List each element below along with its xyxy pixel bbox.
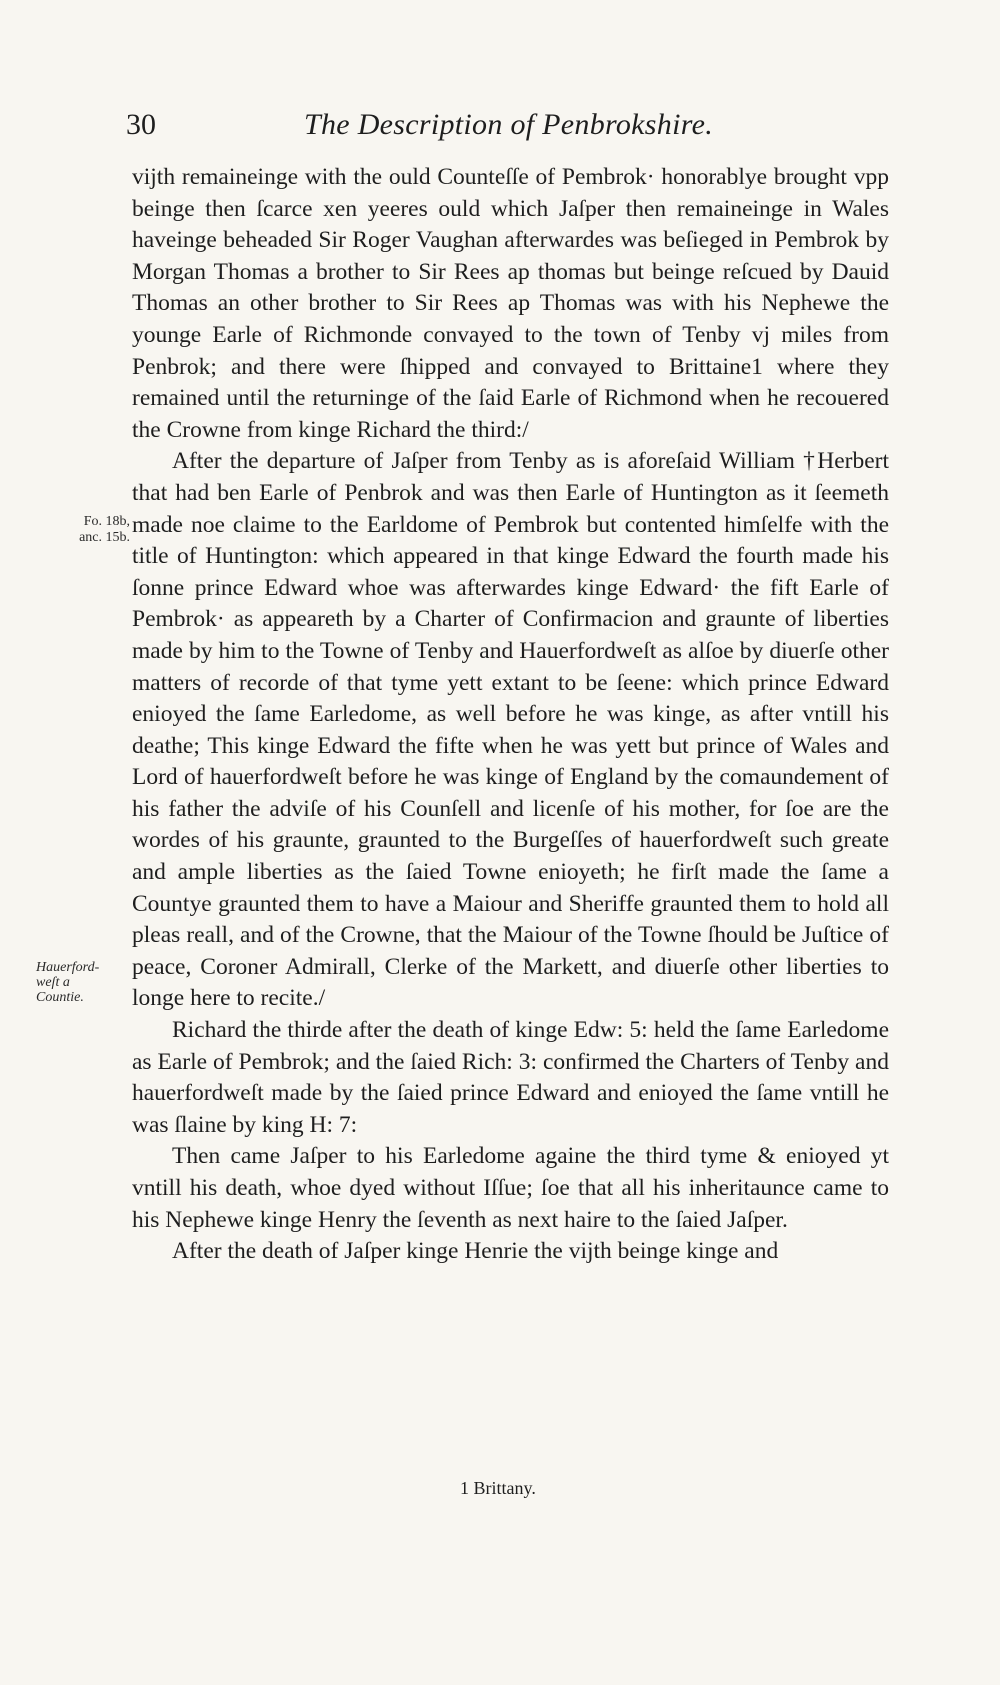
page-header <box>126 108 716 148</box>
margin-note-haverfordwest <box>36 960 128 1005</box>
margin-note-line: Hauerford- <box>36 960 100 975</box>
margin-note-line: Countie. <box>36 990 84 1005</box>
body-text <box>132 162 889 1268</box>
paragraph: After the departure of Jaſper from Tenby as is aforeſaid William †Herbert that had ben Earle of Penbrok and was then Earle of Huntington as it ſeemeth made noe claime to the Earldome of Pembrok but contented himſelfe with the title of Huntington: which appeared in that kinge Edward the fourth made his ſonne prince Edward whoe was afterwardes kinge Edward· the fift Earle of Pembrok· as appeareth by a Charter of Confirmacion and graunte of liberties made by him to the Towne of Tenby and Hauerfordweſt as alſoe by diuerſe other matters of recorde of that tyme yett extant to be ſeene: which prince Edward enioyed the ſame Earledome, as well before he was kinge, as after vntill his deathe; This kinge Edward the fifte when he was yett but prince of Wales and Lord of hauerfordweſt before he was kinge of England by the comaundement of his father the adviſe of his Counſell and licenſe of his mother, for ſoe are the wordes of his graunte, graunted to the Burgeſſes of hauerfordweſt such greate and ample liberties as the ſaied Towne enioyeth; he firſt made the ſame a Countye graunted them to have a Maiour and Sheriffe graunted them to hold all pleas reall, and of the Crowne, that the Maiour of the Towne ſhould be Juſtice of peace, Coroner Admirall, Clerke of the Markett, and diuerſe other liberties to longe here to recite./ <box>132 448 889 1012</box>
paragraph: After the death of Jaſper kinge Henrie the vijth beinge kinge and <box>172 1238 779 1265</box>
running-title: The Description of Penbrokshire. <box>304 108 713 141</box>
footnote: 1 Brittany. <box>460 1478 536 1498</box>
margin-note-folio <box>38 514 130 546</box>
paragraph: Then came Jaſper to his Earledome againe the third tyme & enioyed yt vntill his death, whoe dyed without Iſſue; ſoe that all his inheritaunce came to his Nephewe kinge Henry the ſeventh as next haire to the ſaied Jaſper. <box>132 1143 889 1233</box>
margin-note-line: Fo. 18b, <box>83 514 130 529</box>
margin-note-line: anc. 15b. <box>79 530 130 545</box>
page-number: 30 <box>126 108 156 141</box>
paragraph: vijth remaineinge with the ould Counteſſe of Pembrok· honorablye brought vpp beinge then ſcarce xen yeeres ould which Jaſper then remaineinge in Wales haveinge beheaded Sir Roger Vaughan afterwardes was beſieged in Pembrok by Morgan Thomas a brother to Sir Rees ap thomas but beinge reſcued by Dauid Thomas an other brother to Sir Rees ap Thomas was with his Nephewe the younge Earle of Richmonde convayed to the town of Tenby vj miles from Penbrok; and there were ſhipped and convayed to Brittaine1 where they remained until the returninge of the ſaid Earle of Richmond when he recouered the Crowne from kinge Richard the third:/ <box>132 164 889 443</box>
margin-note-line: weſt a <box>36 975 70 990</box>
paragraph: Richard the thirde after the death of kinge Edw: 5: held the ſame Earledome as Earle of Pembrok; and the ſaied Rich: 3: confirmed the Charters of Tenby and hauerfordweſt made by the ſaied prince Edward and enioyed the ſame vntill he was ſlaine by king H: 7: <box>132 1017 889 1138</box>
